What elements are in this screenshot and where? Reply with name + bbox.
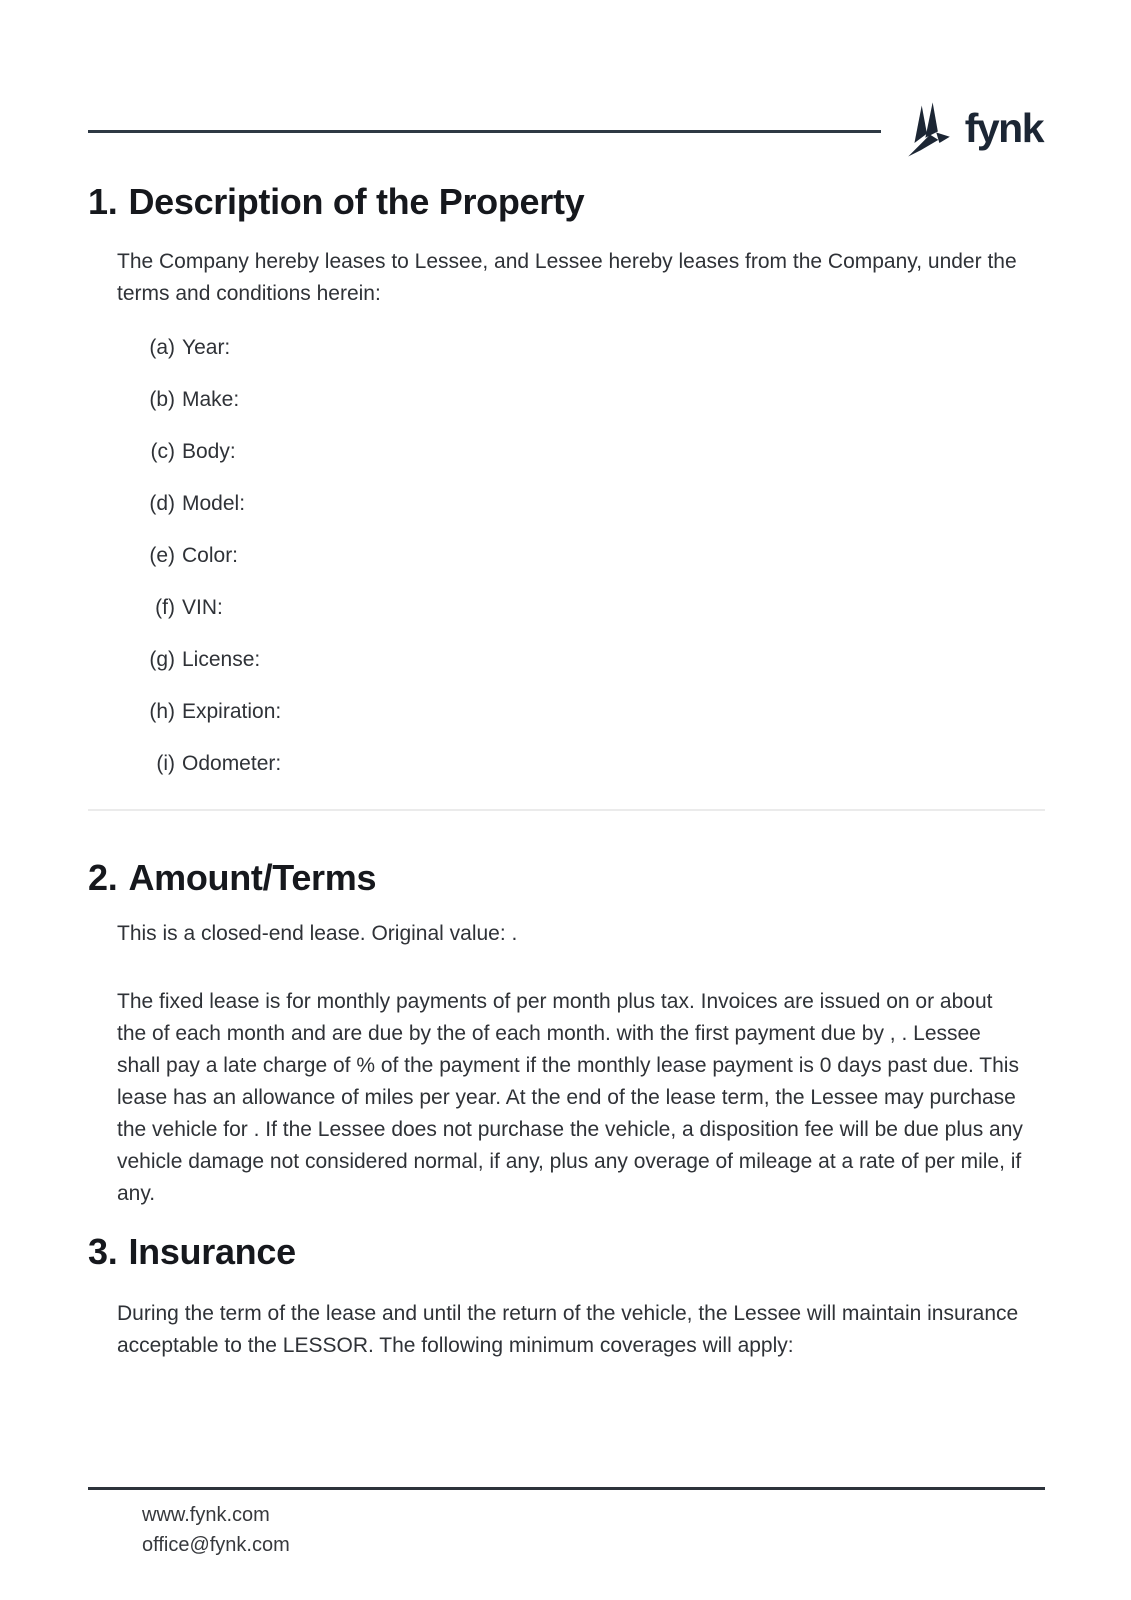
list-marker: (g) — [149, 648, 175, 671]
section-1-title: Description of the Property — [128, 181, 585, 222]
section-3-heading — [88, 1230, 1045, 1274]
footer-website: www.fynk.com — [142, 1504, 270, 1526]
list-item-expiration — [117, 696, 1045, 728]
page-header — [88, 98, 1043, 164]
section-3-title: Insurance — [128, 1231, 296, 1272]
section-amount-terms — [88, 856, 1045, 1210]
header-rule — [88, 130, 881, 133]
list-label: Year: — [182, 336, 231, 359]
section-1-number: 1. — [88, 181, 118, 222]
list-item-odometer — [117, 748, 1045, 780]
section-2-number: 2. — [88, 857, 118, 898]
section-insurance — [88, 1230, 1045, 1362]
section-3-number: 3. — [88, 1231, 118, 1272]
list-marker: (h) — [149, 700, 175, 723]
list-label: License: — [182, 648, 261, 671]
section-1-heading — [88, 180, 1045, 224]
section-3-body-paragraph: During the term of the lease and until the return of the vehicle, the Lessee will maintain insurance acceptable to the LESSOR. The following minimum coverages will apply: — [117, 1302, 1019, 1357]
list-item-vin — [117, 592, 1045, 624]
list-item-model — [117, 488, 1045, 520]
list-marker: (a) — [149, 336, 175, 359]
list-item-color — [117, 540, 1045, 572]
fynk-wordmark: fynk — [964, 104, 1043, 151]
fynk-logo — [903, 102, 1043, 160]
list-item-make — [117, 384, 1045, 416]
list-marker: (e) — [149, 544, 175, 567]
footer-rule — [88, 1487, 1045, 1490]
list-item-body — [117, 436, 1045, 468]
list-marker: (i) — [156, 752, 175, 775]
list-label: VIN: — [182, 596, 223, 619]
section-1-intro: The Company hereby leases to Lessee, and Lessee hereby leases from the Company, under the terms and conditions herein: — [117, 250, 1017, 305]
property-fields-list — [117, 332, 1045, 780]
list-marker: (c) — [150, 440, 175, 463]
section-2-heading — [88, 856, 1045, 900]
list-label: Odometer: — [182, 752, 282, 775]
list-marker: (d) — [149, 492, 175, 515]
list-label: Make: — [182, 388, 240, 411]
list-marker: (b) — [149, 388, 175, 411]
origami-bird-icon — [903, 102, 955, 160]
section-divider — [88, 809, 1045, 811]
section-2-title: Amount/Terms — [128, 857, 377, 898]
list-label: Model: — [182, 492, 246, 515]
section-2-lead-paragraph: This is a closed-end lease. Original value: . — [117, 922, 518, 945]
page-footer — [88, 1487, 1045, 1560]
section-description-of-property — [88, 180, 1045, 800]
list-item-year — [117, 332, 1045, 364]
list-label: Expiration: — [182, 700, 282, 723]
list-item-license — [117, 644, 1045, 676]
list-label: Color: — [182, 544, 239, 567]
list-marker: (f) — [155, 596, 175, 619]
section-2-terms-paragraph: The fixed lease is for monthly payments of per month plus tax. Invoices are issued on or about the of each month and are due by the of each month. with the first payment due by , . Lessee shall pay a late charge of % of the payment if the monthly lease payment is 0 days past due. This lease has an allowance of miles per year. At the end of the lease term, the Lessee may purchase the vehicle for . If the Lessee does not purchase the vehicle, a disposition fee will be due plus any vehicle damage not considered normal, if any, plus any overage of mileage at a rate of per mile, if any. — [117, 990, 1023, 1205]
footer-email: office@fynk.com — [142, 1534, 290, 1556]
list-label: Body: — [182, 440, 236, 463]
